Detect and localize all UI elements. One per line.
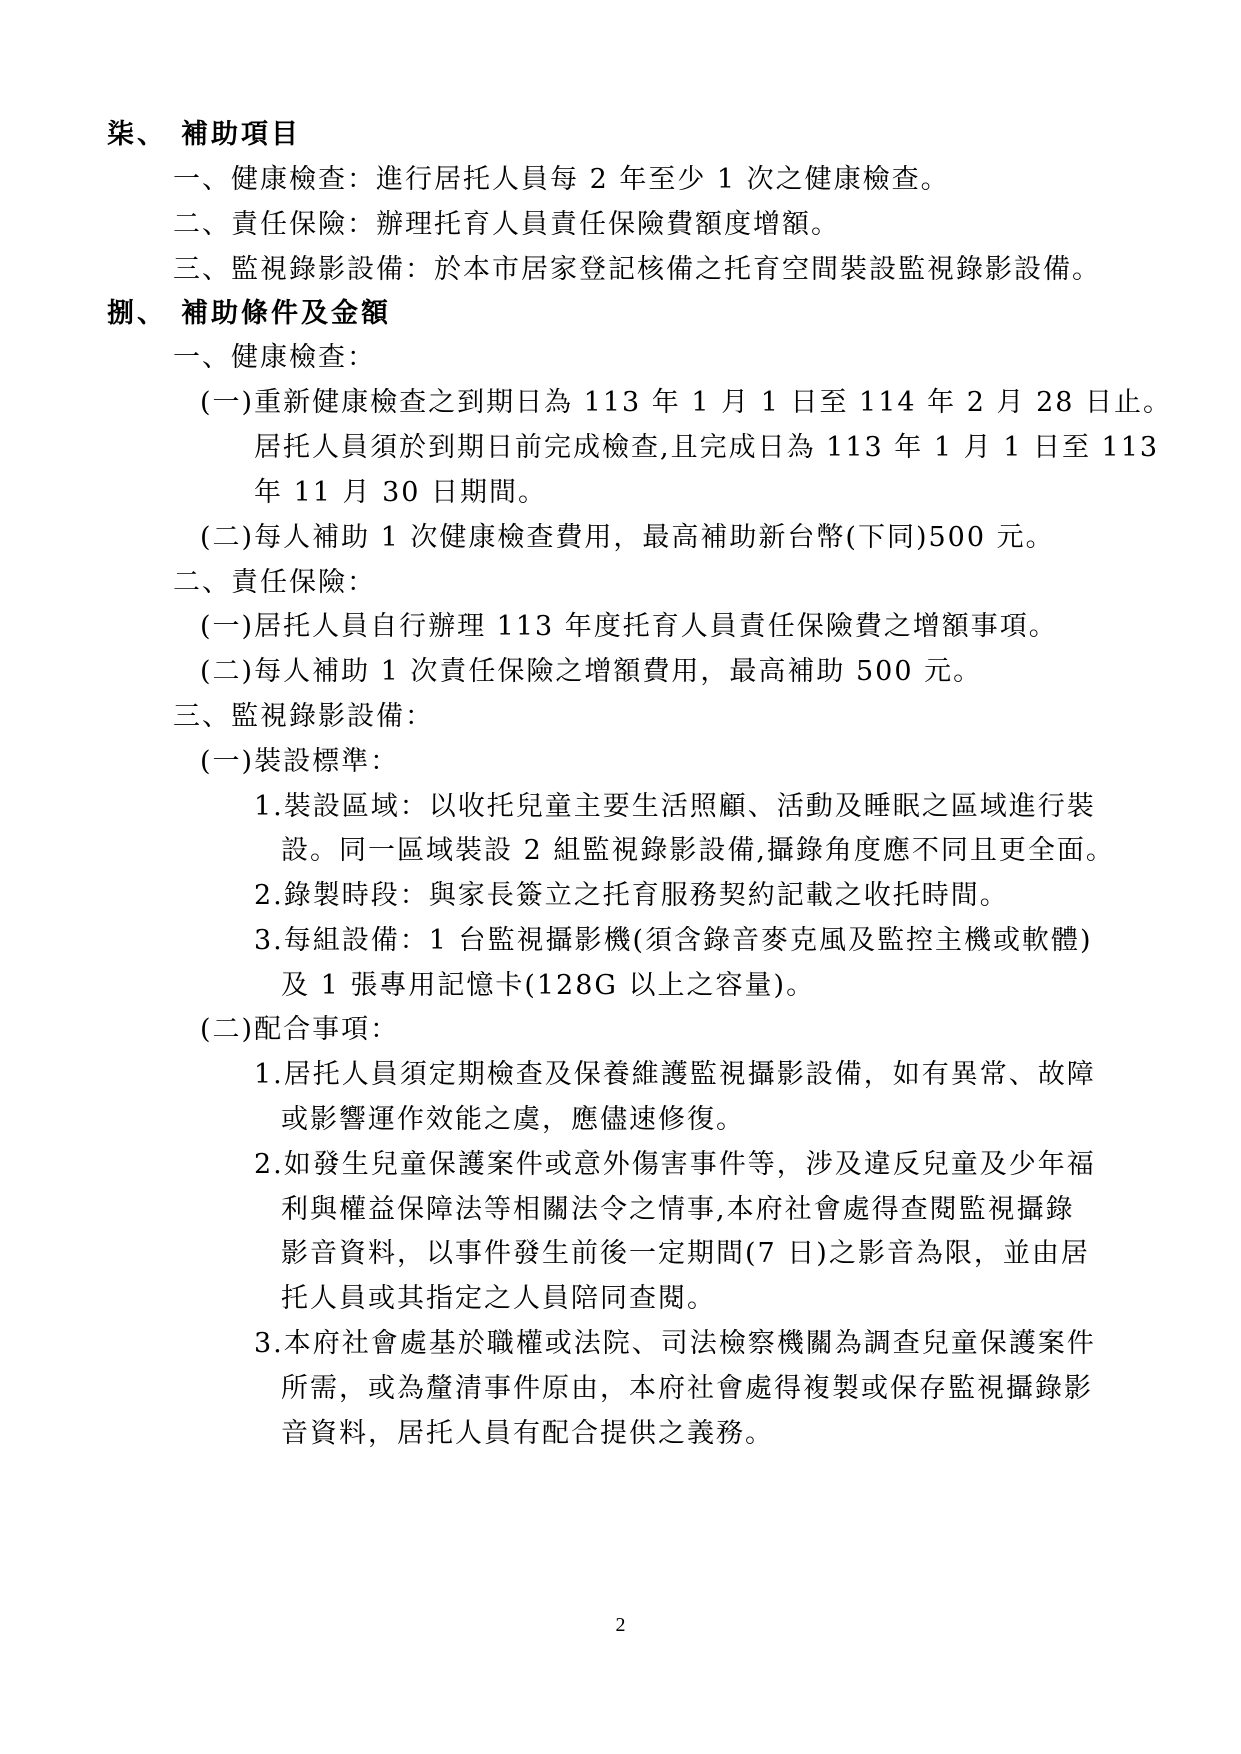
- paragraph-line: (一)重新健康檢查之到期日為 113 年 1 月 1 日至 114 年 2 月 28 日止。: [200, 387, 1173, 418]
- paragraph-line: 或影響運作效能之虞，應儘速修復。: [281, 1104, 745, 1135]
- section-title: 補助項目: [181, 119, 301, 150]
- paragraph-line: 利與權益保障法等相關法令之情事,本府社會處得查閱監視攝錄: [281, 1194, 1075, 1225]
- paragraph-line: 三、監視錄影設備：於本市居家登記核備之托育空間裝設監視錄影設備。: [173, 254, 1101, 285]
- paragraph-line: 2.如發生兒童保護案件或意外傷害事件等，涉及違反兒童及少年福: [254, 1149, 1096, 1180]
- paragraph-line: 托人員或其指定之人員陪同查閱。: [281, 1283, 716, 1314]
- paragraph-line: 影音資料，以事件發生前後一定期間(7 日)之影音為限，並由居: [281, 1238, 1090, 1269]
- paragraph-line: 3.本府社會處基於職權或法院、司法檢察機關為調查兒童保護案件: [254, 1328, 1096, 1359]
- paragraph-line: 音資料，居托人員有配合提供之義務。: [281, 1418, 774, 1449]
- paragraph-line: 一、健康檢查：進行居托人員每 2 年至少 1 次之健康檢查。: [173, 164, 950, 195]
- paragraph-line: 二、責任保險：: [173, 567, 376, 598]
- paragraph-line: (一)居托人員自行辦理 113 年度托育人員責任保險費之增額事項。: [200, 611, 1058, 642]
- section-title: 補助條件及金額: [181, 298, 391, 329]
- paragraph-line: 2.錄製時段：與家長簽立之托育服務契約記載之收托時間。: [254, 880, 1009, 911]
- paragraph-line: 所需，或為釐清事件原由，本府社會處得複製或保存監視攝錄影: [281, 1373, 1093, 1404]
- paragraph-line: (一)裝設標準：: [200, 746, 400, 777]
- paragraph-line: 設。同一區域裝設 2 組監視錄影設備,攝錄角度應不同且更全面。: [281, 835, 1115, 866]
- paragraph-line: 年 11 月 30 日期間。: [254, 477, 548, 508]
- paragraph-line: 居托人員須於到期日前完成檢查,且完成日為 113 年 1 月 1 日至 113: [254, 432, 1160, 463]
- paragraph-line: 二、責任保險：辦理托育人員責任保險費額度增額。: [173, 209, 840, 240]
- section-number: 捌、: [107, 298, 167, 329]
- section-number: 柒、: [107, 119, 167, 150]
- paragraph-line: (二)每人補助 1 次健康檢查費用，最高補助新台幣(下同)500 元。: [200, 522, 1055, 553]
- paragraph-line: 三、監視錄影設備：: [173, 701, 434, 732]
- section-heading-7: [107, 118, 301, 152]
- paragraph-line: 3.每組設備：1 台監視攝影機(須含錄音麥克風及監控主機或軟體): [254, 925, 1093, 956]
- section-heading-8: [107, 297, 391, 331]
- paragraph-line: 一、健康檢查：: [173, 342, 376, 373]
- paragraph-line: 1.居托人員須定期檢查及保養維護監視攝影設備，如有異常、故障: [254, 1059, 1096, 1090]
- paragraph-line: (二)每人補助 1 次責任保險之增額費用，最高補助 500 元。: [200, 656, 983, 687]
- paragraph-line: 1.裝設區域：以收托兒童主要生活照顧、活動及睡眠之區域進行裝: [254, 791, 1096, 822]
- paragraph-line: (二)配合事項：: [200, 1014, 400, 1045]
- paragraph-line: 及 1 張專用記憶卡(128G 以上之容量)。: [281, 970, 816, 1001]
- page-number: 2: [615, 1614, 626, 1636]
